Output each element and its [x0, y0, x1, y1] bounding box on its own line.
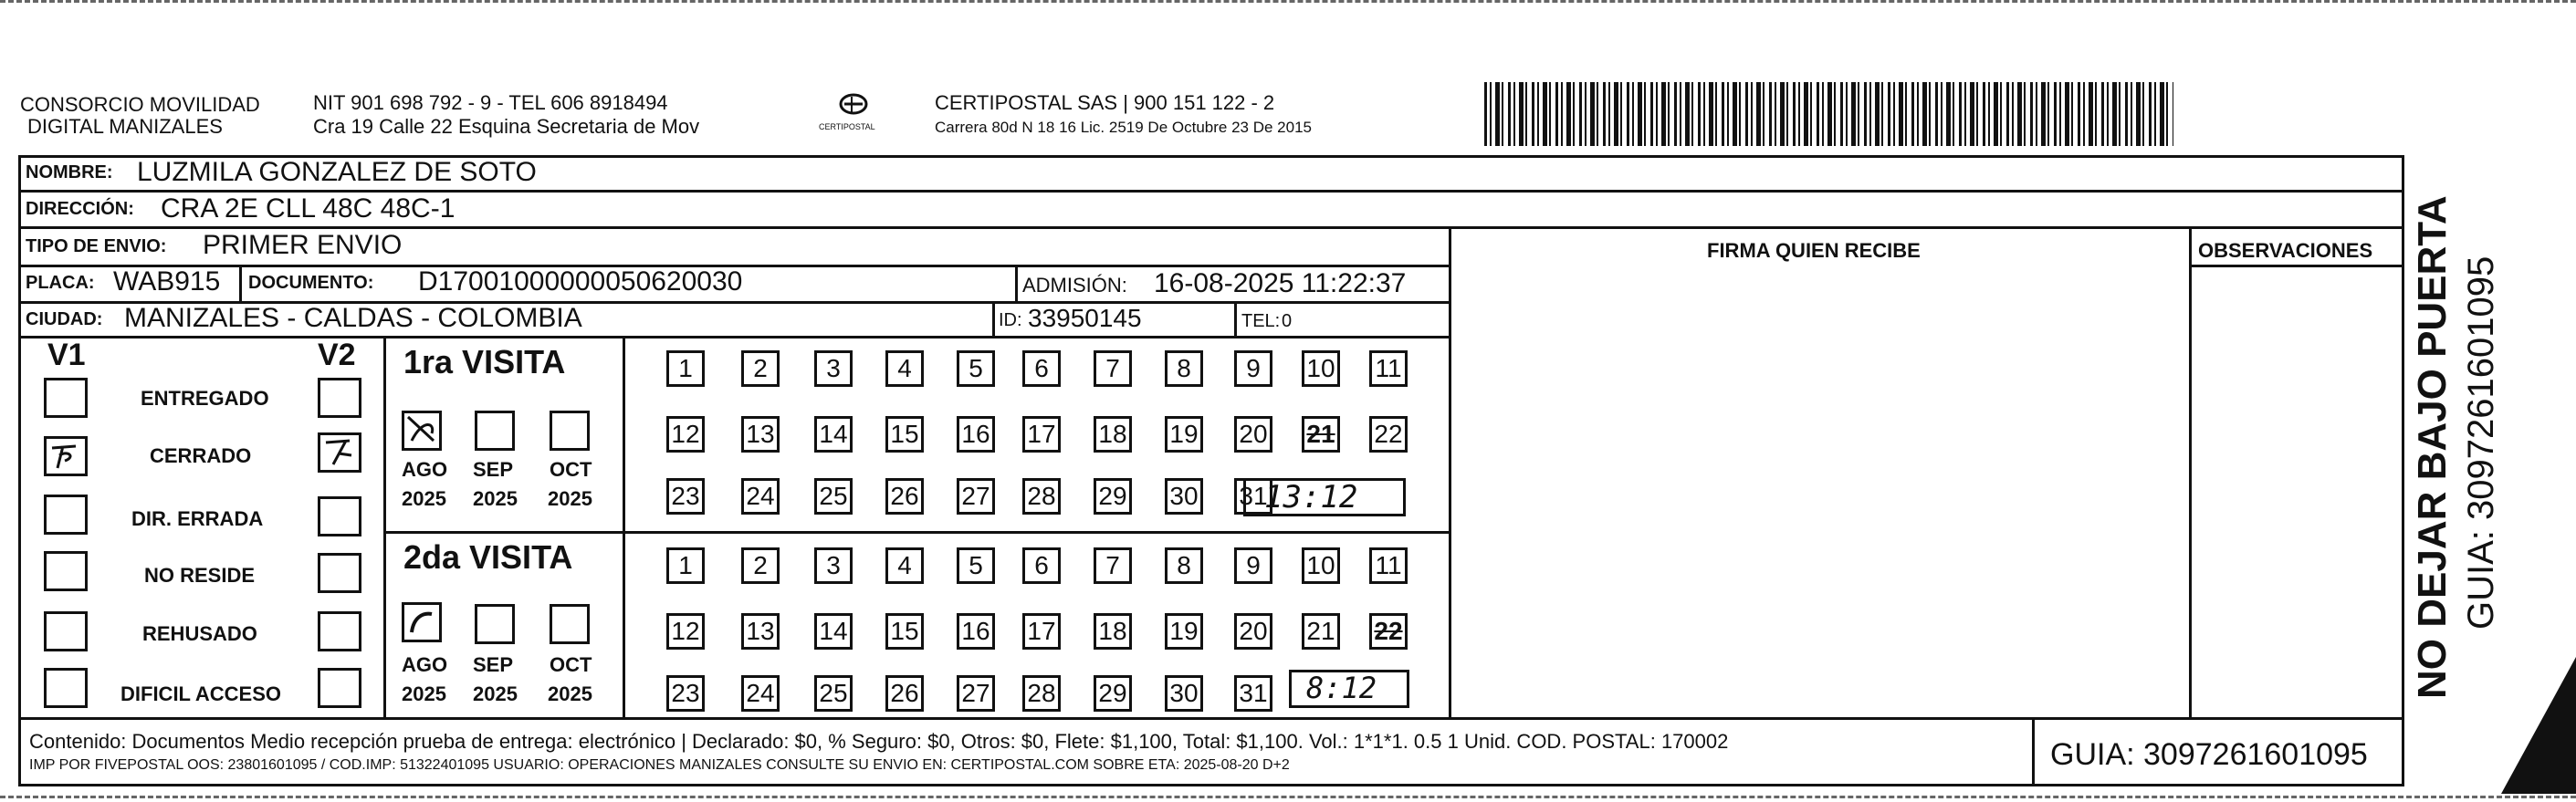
- row-line: [18, 190, 2404, 193]
- second-visit-day-12[interactable]: 12: [666, 613, 705, 650]
- first-visit-day-15[interactable]: 15: [885, 416, 924, 453]
- second-visit-day-10[interactable]: 10: [1302, 547, 1340, 584]
- first-visit-day-20[interactable]: 20: [1234, 416, 1272, 453]
- second-visit-day-5[interactable]: 5: [957, 547, 995, 584]
- barcode: [1484, 82, 2173, 146]
- firma-header: FIRMA QUIEN RECIBE: [1707, 239, 1921, 262]
- month-oct: OCT: [550, 458, 592, 481]
- first-visit-day-19[interactable]: 19: [1165, 416, 1203, 453]
- side-guia: GUIA: 3097261601095: [2461, 255, 2501, 630]
- first-visit-month-ago[interactable]: [402, 411, 442, 451]
- certipostal-name: CERTIPOSTAL SAS | 900 151 122 - 2: [935, 91, 1275, 114]
- first-visit-day-6[interactable]: 6: [1022, 350, 1061, 387]
- id-label: ID:: [999, 310, 1022, 330]
- observaciones-header: OBSERVACIONES: [2198, 239, 2373, 262]
- second-visit-month-sep[interactable]: [475, 604, 515, 644]
- year-sep-2: 2025: [473, 682, 518, 705]
- second-visit-day-28[interactable]: 28: [1022, 675, 1061, 712]
- first-visit-day-27[interactable]: 27: [957, 478, 995, 515]
- footer-guia: GUIA: 3097261601095: [2050, 737, 2368, 772]
- tel-value: 0: [1282, 311, 1293, 331]
- row-line: [2189, 265, 2404, 267]
- first-visit-day-21[interactable]: 21: [1302, 416, 1340, 453]
- second-visit-day-24[interactable]: 24: [741, 675, 780, 712]
- first-visit-day-9[interactable]: 9: [1234, 350, 1272, 387]
- footer-line2: IMP POR FIVEPOSTAL OOS: 23801601095 / COD.IMP: 51322401095 USUARIO: OPERACIONES MANIZALES CONSULTE SU ENVIO EN: CERTIPOSTAL.COM SOBRE ETA: 2025-08-20 D+2: [29, 757, 1290, 773]
- year-oct: 2025: [548, 487, 592, 510]
- col-line: [383, 336, 386, 717]
- v2-checkbox-rehusado[interactable]: [318, 611, 361, 651]
- second-visit-day-9[interactable]: 9: [1234, 547, 1272, 584]
- month-sep: SEP: [473, 458, 514, 481]
- ciudad-value: MANIZALES - CALDAS - COLOMBIA: [124, 303, 582, 333]
- v1-checkbox-dir-errada[interactable]: [44, 495, 88, 535]
- admision-label: ADMISIÓN:: [1022, 274, 1127, 297]
- second-visit-month-ago[interactable]: [402, 602, 442, 642]
- second-visit-time: 8:12: [1306, 671, 1377, 705]
- logo-icon: [817, 88, 890, 142]
- second-visit-day-7[interactable]: 7: [1094, 547, 1132, 584]
- certipostal-logo: [817, 88, 890, 142]
- v2-checkbox-dir-errada[interactable]: [318, 496, 361, 536]
- year-ago: 2025: [402, 487, 446, 510]
- col-line: [1234, 301, 1237, 336]
- first-visit-day-28[interactable]: 28: [1022, 478, 1061, 515]
- v2-checkbox-cerrado[interactable]: [318, 432, 361, 473]
- v1-checkbox-cerrado[interactable]: [44, 436, 88, 476]
- first-visit-time: 13:12: [1264, 479, 1358, 516]
- first-visit-day-3[interactable]: 3: [814, 350, 853, 387]
- row-line: [18, 226, 2404, 229]
- col-line: [2032, 717, 2035, 786]
- first-visit-day-4[interactable]: 4: [885, 350, 924, 387]
- nombre-value: LUZMILA GONZALEZ DE SOTO: [137, 157, 537, 187]
- first-visit-day-29[interactable]: 29: [1094, 478, 1132, 515]
- status-dificil-acceso: DIFICIL ACCESO: [120, 682, 282, 705]
- company-address: Cra 19 Calle 22 Esquina Secretaria de Mov: [313, 115, 700, 138]
- second-visit-day-23[interactable]: 23: [666, 675, 705, 712]
- second-visit-day-31[interactable]: 31: [1234, 675, 1272, 712]
- second-visit-day-22[interactable]: 22: [1369, 613, 1408, 650]
- first-visit-day-14[interactable]: 14: [814, 416, 853, 453]
- month-ago: AGO: [402, 458, 448, 481]
- v1-checkbox-no-reside[interactable]: [44, 551, 88, 591]
- col-line: [2189, 226, 2192, 717]
- second-visit-day-4[interactable]: 4: [885, 547, 924, 584]
- first-visit-day-5[interactable]: 5: [957, 350, 995, 387]
- year-ago-2: 2025: [402, 682, 446, 705]
- row-line: [18, 336, 1451, 339]
- first-visit-day-22[interactable]: 22: [1369, 416, 1408, 453]
- first-visit-day-17[interactable]: 17: [1022, 416, 1061, 453]
- certipostal-address: Carrera 80d N 18 16 Lic. 2519 De Octubre 23 De 2015: [935, 119, 1312, 136]
- v1-checkbox-entregado[interactable]: [44, 378, 88, 418]
- year-sep: 2025: [473, 487, 518, 510]
- second-visit-day-19[interactable]: 19: [1165, 613, 1203, 650]
- first-visit-day-13[interactable]: 13: [741, 416, 780, 453]
- second-visit-day-14[interactable]: 14: [814, 613, 853, 650]
- tel-label: TEL:: [1241, 311, 1281, 331]
- documento-label: DOCUMENTO:: [248, 273, 374, 293]
- second-visit-day-25[interactable]: 25: [814, 675, 853, 712]
- v2-checkbox-no-reside[interactable]: [318, 553, 361, 593]
- col-line: [1449, 226, 1451, 717]
- row-line: [18, 717, 2404, 720]
- handwritten-mark-icon: [404, 413, 439, 448]
- first-visit-title: 1ra VISITA: [403, 343, 566, 380]
- company-name-line2: DIGITAL MANIZALES: [27, 115, 223, 138]
- first-visit-day-30[interactable]: 30: [1165, 478, 1203, 515]
- v1-checkbox-dificil-acceso[interactable]: [44, 668, 88, 708]
- first-visit-day-18[interactable]: 18: [1094, 416, 1132, 453]
- top-edge: [0, 0, 2576, 6]
- second-visit-day-8[interactable]: 8: [1165, 547, 1203, 584]
- first-visit-day-10[interactable]: 10: [1302, 350, 1340, 387]
- company-name-line1: CONSORCIO MOVILIDAD: [20, 93, 260, 116]
- direccion-value: CRA 2E CLL 48C 48C-1: [161, 193, 456, 224]
- col-line: [1015, 265, 1018, 301]
- second-visit-day-13[interactable]: 13: [741, 613, 780, 650]
- second-visit-day-27[interactable]: 27: [957, 675, 995, 712]
- second-visit-title: 2da VISITA: [403, 538, 573, 576]
- first-visit-day-31[interactable]: 31: [1234, 478, 1272, 515]
- tipo-envio-label: TIPO DE ENVIO:: [26, 236, 167, 256]
- status-entregado: ENTREGADO: [141, 387, 269, 410]
- first-visit-day-8[interactable]: 8: [1165, 350, 1203, 387]
- placa-label: PLACA:: [26, 273, 95, 293]
- month-oct-2: OCT: [550, 653, 592, 676]
- second-visit-month-oct[interactable]: [550, 604, 590, 644]
- no-dejar-bajo-puerta: NO DEJAR BAJO PUERTA: [2410, 195, 2455, 699]
- first-visit-month-oct[interactable]: [550, 411, 590, 451]
- v2-checkbox-entregado[interactable]: [318, 378, 361, 418]
- id-value: 33950145: [1028, 304, 1142, 332]
- col-line: [623, 336, 625, 717]
- first-visit-day-12[interactable]: 12: [666, 416, 705, 453]
- v1-label: V1: [47, 338, 86, 372]
- second-visit-day-15[interactable]: 15: [885, 613, 924, 650]
- logo-text: CERTIPOSTAL: [819, 122, 875, 131]
- footer-line1: Contenido: Documentos Medio recepción prueba de entrega: electrónico | Declarado: $0, % Seguro: $0, Otros: $0, Flete: $1,100, Total: $1,100. Vol.: 1*1*1. 0.5 1 Unid. COD. POSTAL: 170002: [29, 730, 1729, 753]
- documento-value: D17001000000050620030: [418, 266, 743, 297]
- company-nit: NIT 901 698 792 - 9 - TEL 606 8918494: [313, 91, 668, 114]
- first-visit-day-23[interactable]: 23: [666, 478, 705, 515]
- corner-mark: [2501, 657, 2576, 794]
- first-visit-day-7[interactable]: 7: [1094, 350, 1132, 387]
- second-visit-day-29[interactable]: 29: [1094, 675, 1132, 712]
- col-line: [992, 301, 995, 336]
- status-dir-errada: DIR. ERRADA: [131, 507, 264, 530]
- second-visit-day-1[interactable]: 1: [666, 547, 705, 584]
- bottom-edge: [0, 796, 2576, 802]
- second-visit-day-17[interactable]: 17: [1022, 613, 1061, 650]
- first-visit-day-26[interactable]: 26: [885, 478, 924, 515]
- tipo-envio-value: PRIMER ENVIO: [203, 230, 403, 260]
- direccion-label: DIRECCIÓN:: [26, 199, 134, 219]
- first-visit-day-16[interactable]: 16: [957, 416, 995, 453]
- v2-checkbox-dificil-acceso[interactable]: [318, 668, 361, 708]
- second-visit-day-3[interactable]: 3: [814, 547, 853, 584]
- admision-value: 16-08-2025 11:22:37: [1154, 268, 1407, 298]
- status-rehusado: REHUSADO: [142, 622, 257, 645]
- row-line: [383, 531, 1451, 534]
- first-visit-day-2[interactable]: 2: [741, 350, 780, 387]
- first-visit-day-1[interactable]: 1: [666, 350, 705, 387]
- ciudad-label: CIUDAD:: [26, 309, 103, 329]
- second-visit-day-30[interactable]: 30: [1165, 675, 1203, 712]
- handwritten-mark-icon: [404, 605, 439, 640]
- second-visit-day-6[interactable]: 6: [1022, 547, 1061, 584]
- status-cerrado: CERRADO: [150, 444, 252, 467]
- second-visit-day-16[interactable]: 16: [957, 613, 995, 650]
- second-visit-day-20[interactable]: 20: [1234, 613, 1272, 650]
- status-no-reside: NO RESIDE: [144, 564, 256, 587]
- second-visit-day-11[interactable]: 11: [1369, 547, 1408, 584]
- second-visit-day-21[interactable]: 21: [1302, 613, 1340, 650]
- first-visit-day-24[interactable]: 24: [741, 478, 780, 515]
- month-sep-2: SEP: [473, 653, 514, 676]
- second-visit-day-18[interactable]: 18: [1094, 613, 1132, 650]
- month-ago-2: AGO: [402, 653, 448, 676]
- second-visit-time-box[interactable]: [1289, 670, 1409, 708]
- col-line: [239, 265, 242, 301]
- nombre-label: NOMBRE:: [26, 162, 113, 182]
- second-visit-day-2[interactable]: 2: [741, 547, 780, 584]
- year-oct-2: 2025: [548, 682, 592, 705]
- handwritten-mark-icon: [320, 435, 359, 470]
- second-visit-day-26[interactable]: 26: [885, 675, 924, 712]
- v1-checkbox-rehusado[interactable]: [44, 611, 88, 651]
- first-visit-day-25[interactable]: 25: [814, 478, 853, 515]
- placa-value: WAB915: [113, 266, 221, 297]
- first-visit-time-box[interactable]: [1243, 478, 1406, 516]
- v2-label: V2: [318, 338, 356, 372]
- first-visit-day-11[interactable]: 11: [1369, 350, 1408, 387]
- first-visit-month-sep[interactable]: [475, 411, 515, 451]
- handwritten-mark-icon: [47, 439, 85, 474]
